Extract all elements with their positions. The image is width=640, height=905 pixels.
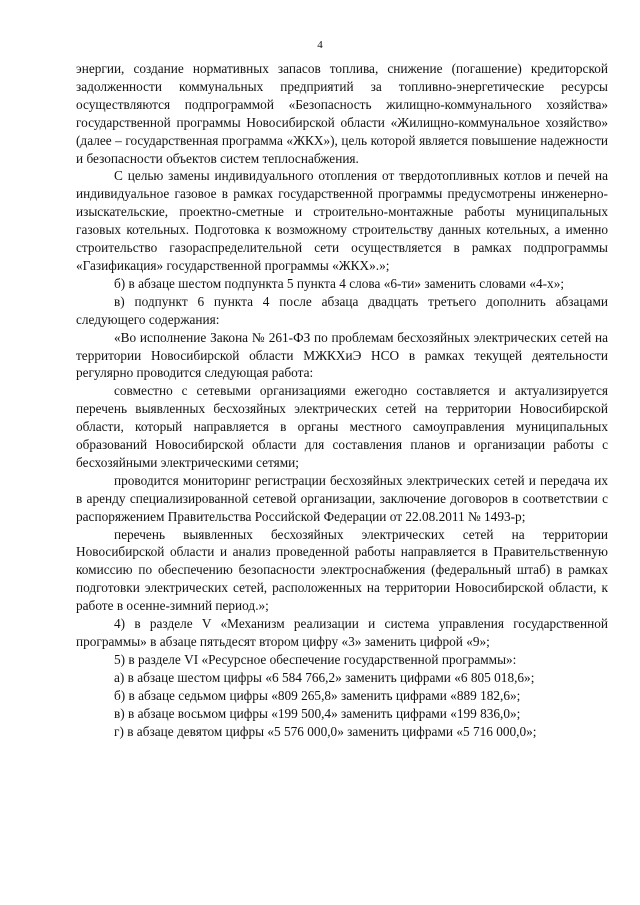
paragraph-item-b: б) в абзаце шестом подпункта 5 пункта 4 слова «6-ти» заменить словами «4-х»; xyxy=(114,275,565,291)
document-body xyxy=(76,60,608,740)
paragraph-gasification: С целью замены индивидуального отопления от твердотопливных котлов и печей на индивидуальное газовое в рамках государственной программы предусмотрены инженерно-изыскательские, проектно-сметные и строительно-монтажные работы муниципальных газовых котельных. Подготовка к возможному строительству данных котельных, а именно строительство газораспределительной сети осуществляется в рамках подпрограммы «Газификация» государственной программы «ЖКХ».»; xyxy=(76,168,608,273)
paragraph-law-261: «Во исполнение Закона № 261-ФЗ по проблемам бесхозяйных электрических сетей на территории Новосибирской области МЖКХиЭ НСО в рамках текущей деятельности регулярно проводится следующая работа: xyxy=(76,329,608,381)
paragraph-section-vi: 5) в разделе VI «Ресурсное обеспечение государственной программы»: xyxy=(114,651,517,667)
paragraph-section-v: 4) в разделе V «Механизм реализации и система управления государственной программы» в абзаце пятьдесят втором цифру «3» заменить цифрой «9»; xyxy=(76,616,608,649)
paragraph-commission: перечень выявленных бесхозяйных электрических сетей на территории Новосибирской области и анализ проведенной работы направляется в Правительственную комиссию по обеспечению безопасности электроснабжения (федеральный штаб) в рамках подготовки электрических сетей, расположенных на территории Новосибирской области, к работе в осенне-зимний период.»; xyxy=(76,526,608,614)
paragraph-item-b2: б) в абзаце седьмом цифры «809 265,8» заменить цифрами «889 182,6»; xyxy=(114,687,521,703)
page-number: 4 xyxy=(317,39,323,51)
paragraph-inventory-list: совместно с сетевыми организациями ежегодно составляется и актуализируется перечень выявленных бесхозяйных электрических сетей на территории Новосибирской области, который направляется в органы местного самоуправления муниципальных образований Новосибирской области для составления планов и организации работы с бесхозяйными электрическими сетями; xyxy=(76,383,608,470)
paragraph-continuation: энергии, создание нормативных запасов топлива, снижение (погашение) кредиторской задолженности коммунальных предприятий за топливно-энергетические ресурсы осуществляются подпрограммой «Безопасность жилищно-коммунального хозяйства» государственной программы Новосибирской области «Жилищно-коммунальное хозяйство» (далее – государственная программа «ЖКХ»), цель которой является повышение надежности и безопасности объектов систем теплоснабжения. xyxy=(76,61,608,166)
paragraph-monitoring: проводится мониторинг регистрации бесхозяйных электрических сетей и передача их в аренду специализированной сетевой организации, заключение договоров в соответствии с распоряжением Правительства Российской Федерации от 22.08.2011 № 1493-р; xyxy=(76,472,608,524)
paragraph-item-v2: в) в абзаце восьмом цифры «199 500,4» заменить цифрами «199 836,0»; xyxy=(114,705,521,721)
paragraph-item-g: г) в абзаце девятом цифры «5 576 000,0» заменить цифрами «5 716 000,0»; xyxy=(114,723,537,739)
paragraph-item-v: в) подпункт 6 пункта 4 после абзаца двадцать третьего дополнить абзацами следующего содержания: xyxy=(76,293,608,327)
paragraph-item-a: а) в абзаце шестом цифры «6 584 766,2» заменить цифрами «6 805 018,6»; xyxy=(114,669,535,685)
